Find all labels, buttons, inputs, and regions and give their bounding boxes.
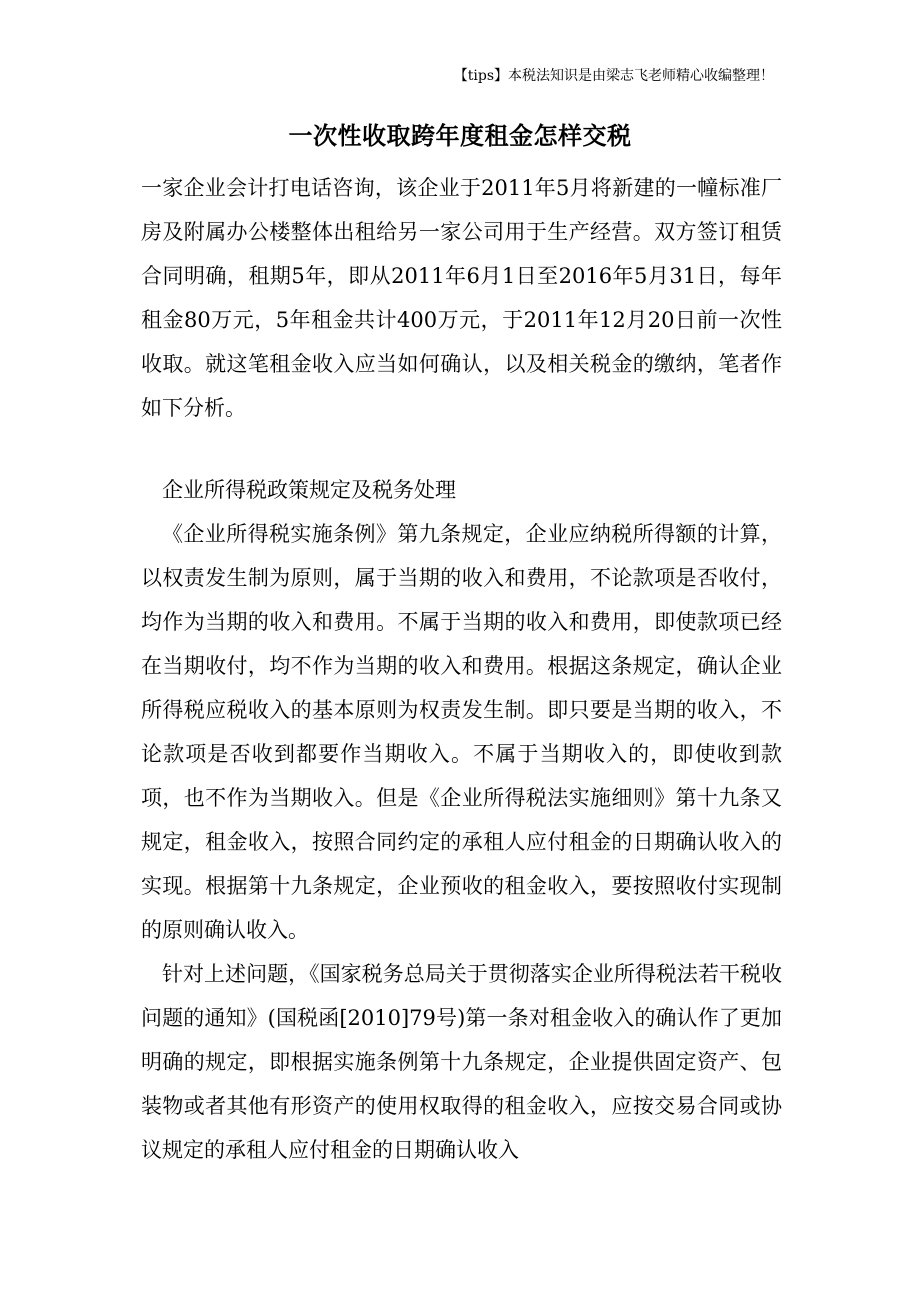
tips-note: 【tips】本税法知识是由梁志飞老师精心收编整理！ (453, 68, 774, 84)
intro-paragraph: 一家企业会计打电话咨询，该企业于2011年5月将新建的一幢标准厂房及附属办公楼整体出租给另一家公司用于生产经营。双方签订租赁合同明确，租期5年，即从2011年6月1日至2016年5月31日，每年租金80万元，5年租金共计400万元，于2011年12月20日前一次性收取。就这笔租金收入应当如何确认，以及相关税金的缴纳，笔者作如下分析。 (141, 176, 782, 420)
body-paragraph: 针对上述问题，《国家税务总局关于贯彻落实企业所得税法若干税收问题的通知》(国税函[2010]79号)第一条对租金收入的确认作了更加明确的规定，即根据实施条例第十九条规定，企业提供固定资产、包装物或者其他有形资产的使用权取得的租金收入，应按交易合同或协议规定的承租人应付租金的日期确认收入 (141, 962, 782, 1162)
page-title: 一次性收取跨年度租金怎样交税 (288, 121, 632, 150)
body-paragraph: 《企业所得税实施条例》第九条规定，企业应纳税所得额的计算，以权责发生制为原则，属于当期的收入和费用，不论款项是否收付，均作为当期的收入和费用。不属于当期的收入和费用，即使款项已经在当期收付，均不作为当期的收入和费用。根据这条规定，确认企业所得税应税收入的基本原则为权责发生制。即只要是当期的收入，不论款项是否收到都要作当期收入。不属于当期收入的，即使收到款项，也不作为当期收入。但是《企业所得税法实施细则》第十九条又规定，租金收入，按照合同约定的承租人应付租金的日期确认收入的实现。根据第十九条规定，企业预收的租金收入，要按照收付实现制的原则确认收入。 (141, 522, 782, 942)
section-heading: 企业所得税政策规定及税务处理 (162, 478, 456, 502)
